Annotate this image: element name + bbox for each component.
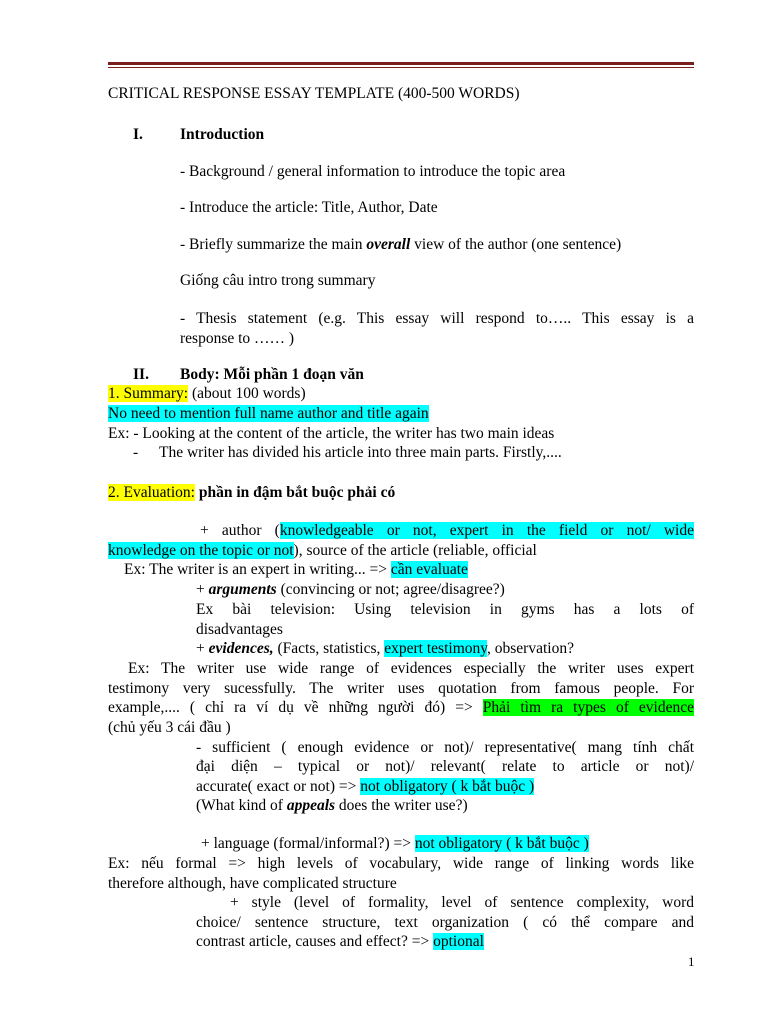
evaluation-example-writer: Ex: The writer is an expert in writing... => cần evaluate (124, 561, 468, 578)
section-numeral-body: II. (133, 366, 149, 383)
evaluation-arguments: + arguments (convincing or not; agree/disagree?) (196, 581, 505, 598)
header-rule-thin (108, 67, 694, 68)
evaluation-example2-line3: example,.... ( chỉ ra ví dụ về những người đó) => Phải tìm ra types of evidence (108, 699, 694, 716)
summary-note: No need to mention full name author and title again (108, 405, 429, 422)
intro-item-summarize: - Briefly summarize the main overall view of the author (one sentence) (180, 236, 622, 253)
intro-thesis-line1: - Thesis statement (e.g. This essay will respond to….. This essay is a (180, 310, 694, 327)
evaluation-sufficient-line2: đại diện – typical or not)/ relevant( relate to article or not)/ (196, 758, 694, 775)
evaluation-example2-line1: Ex: The writer use wide range of evidences especially the writer uses expert (128, 660, 694, 677)
evaluation-author-line1: + author (knowledgeable or not, expert in the field or not/ wide (200, 522, 694, 539)
evaluation-style-line1: + style (level of formality, level of sentence complexity, word (230, 894, 694, 911)
page-number: 1 (688, 954, 695, 969)
page-title: CRITICAL RESPONSE ESSAY TEMPLATE (400-500 WORDS) (108, 85, 520, 102)
evaluation-evidences: + evidences, (Facts, statistics, expert testimony, observation? (196, 640, 574, 657)
evaluation-television-line2: disadvantages (196, 621, 283, 638)
summary-heading: 1. Summary: (about 100 words) (108, 385, 306, 402)
intro-item-article: - Introduce the article: Title, Author, Date (180, 199, 438, 216)
header-rule-thick (108, 62, 694, 65)
evaluation-television-line1: Ex bài television: Using television in gyms has a lots of (196, 601, 694, 618)
evaluation-author-line2: knowledge on the topic or not), source of the article (reliable, official (108, 542, 537, 559)
intro-item-background: - Background / general information to introduce the topic area (180, 163, 566, 180)
evaluation-sufficient-line1: - sufficient ( enough evidence or not)/ representative( mang tính chất (196, 739, 694, 756)
section-heading-body: Body: Mỗi phần 1 đoạn văn (180, 366, 364, 383)
evaluation-example3-line2: therefore although, have complicated structure (108, 875, 397, 892)
section-numeral-intro: I. (133, 126, 143, 143)
evaluation-example2-line4: (chủ yếu 3 cái đầu ) (108, 719, 231, 736)
evaluation-appeals: (What kind of appeals does the writer use?) (196, 797, 468, 814)
intro-note: Giống câu intro trong summary (180, 272, 376, 289)
evaluation-sufficient-line3: accurate( exact or not) => not obligatory ( k bắt buộc ) (196, 778, 535, 795)
section-heading-intro: Introduction (180, 126, 265, 143)
summary-bullet: - The writer has divided his article into three main parts. Firstly,.... (133, 444, 562, 461)
evaluation-language: + language (formal/informal?) => not obligatory ( k bắt buộc ) (201, 835, 589, 852)
evaluation-heading: 2. Evaluation: phần in đậm bắt buộc phải có (108, 484, 396, 501)
evaluation-style-line3: contrast article, causes and effect? => optional (196, 933, 484, 950)
evaluation-style-line2: choice/ sentence structure, text organization ( có thể compare and (196, 914, 694, 931)
evaluation-example2-line2: testimony very sucessfully. The writer uses quotation from famous people. For (108, 680, 694, 697)
intro-thesis-line2: response to …… ) (180, 330, 295, 347)
summary-example: Ex: - Looking at the content of the article, the writer has two main ideas (108, 425, 555, 442)
evaluation-example3-line1: Ex: nếu formal => high levels of vocabulary, wide range of linking words like (108, 855, 694, 872)
